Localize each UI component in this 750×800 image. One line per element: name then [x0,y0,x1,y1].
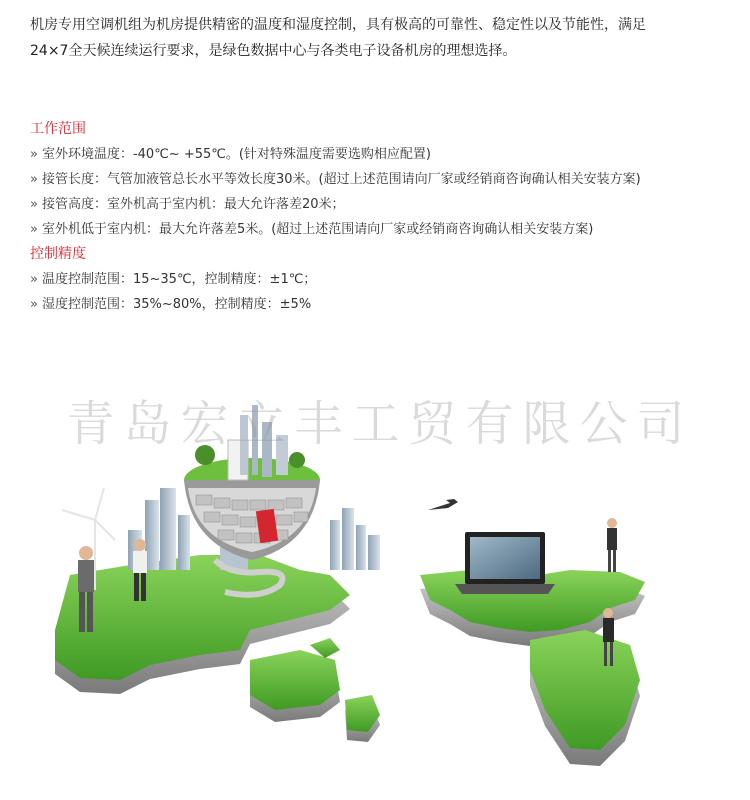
spec-item-text: 湿度控制范围：35%~80%，控制精度：±5% [41,297,312,312]
businesswoman-figure [607,518,617,572]
intro-line-1: 机房专用空调机组为机房提供精密的温度和湿度控制，具有极高的可靠性、稳定性以及节能性，满足 [30,17,646,33]
spec-item-text: 室外机低于室内机：最大允许落差5米。(超过上述范围请向厂家或经销商咨询确认相关安装方案) [41,222,594,237]
section-title-control-precision: 控制精度 [30,246,86,262]
section-title-working-range: 工作范围 [30,121,86,137]
company-watermark: 青岛宏立丰工贸有限公司 [66,396,694,452]
city-skyline-right [330,508,380,570]
intro-line-2: 24×7全天候连续运行要求，是绿色数据中心与各类电子设备机房的理想选择。 [30,43,517,59]
continent-americas [55,555,380,742]
laptop-icon [455,532,555,594]
spec-item [30,293,311,312]
intro-paragraph [30,12,730,64]
bullet: » [30,222,38,237]
bullet: » [30,172,38,187]
spec-item-text: 接管长度：气管加液管总长水平等效长度30米。(超过上述范围请向厂家或经销商咨询确认相关安装方案) [41,172,641,187]
spec-item [30,193,345,212]
bullet: » [30,147,38,162]
spec-item [30,218,593,237]
bullet: » [30,197,38,212]
spec-item [30,143,431,162]
spec-item-text: 温度控制范围：15~35℃，控制精度：±1℃； [41,272,317,287]
spec-item [30,168,641,187]
continent-eurasia [420,570,645,766]
spec-item-text: 接管高度：室外机高于室内机：最大允许落差20米； [41,197,345,212]
airplane-icon [428,499,458,510]
bullet: » [30,272,38,287]
bullet: » [30,297,38,312]
spec-item-text: 室外环境温度：-40℃~ +55℃。(针对特殊温度需要选购相应配置) [41,147,432,162]
spec-item [30,268,316,287]
